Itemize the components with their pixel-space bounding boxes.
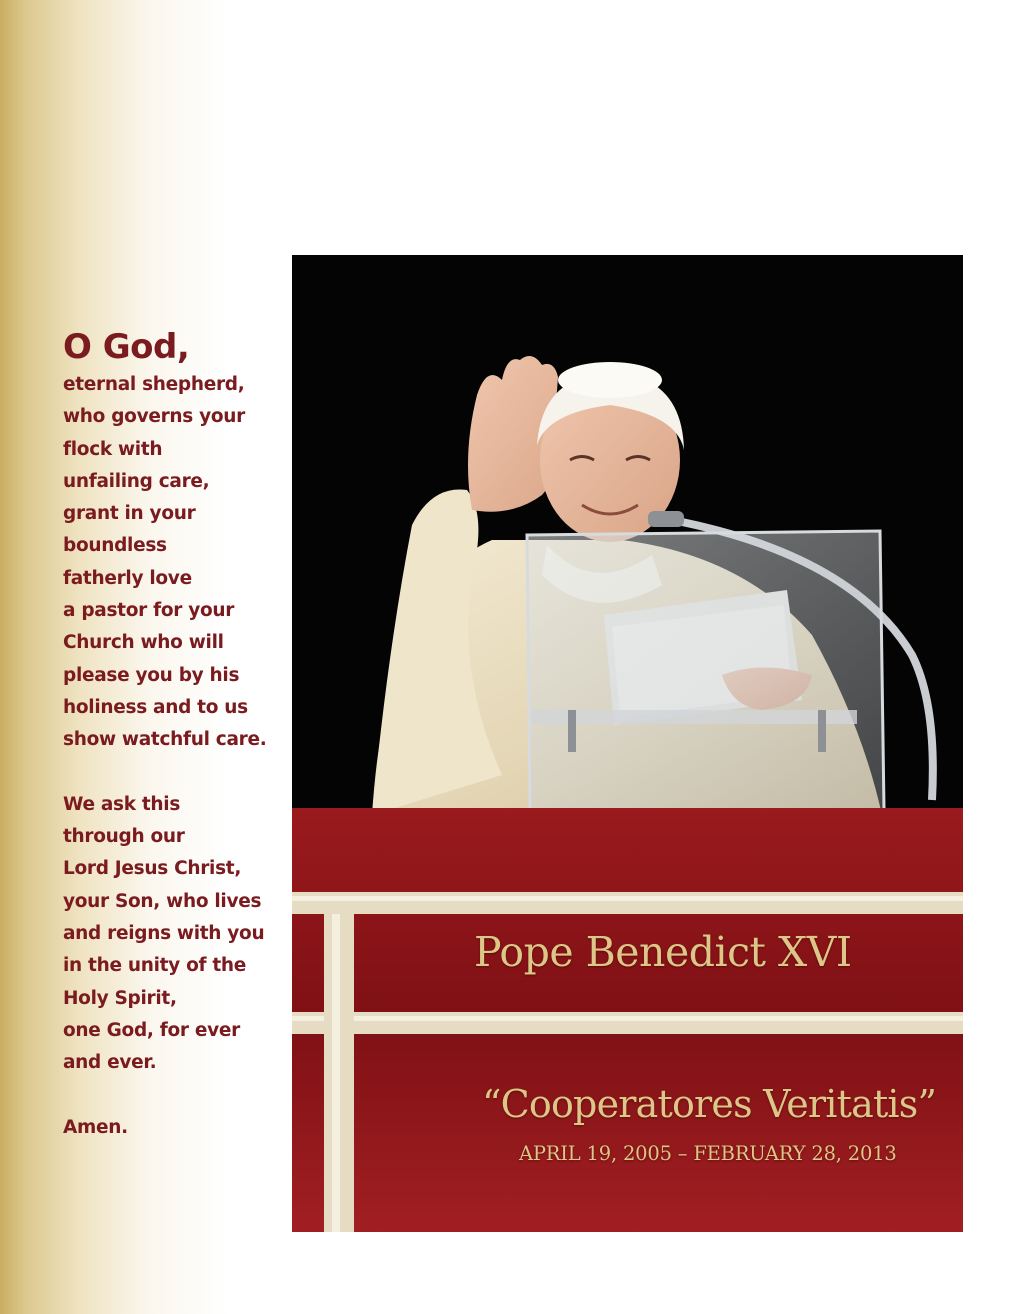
- prayer-title: O God,: [63, 327, 190, 367]
- velvet-drape: [292, 808, 963, 1232]
- prayer-line: Church who will: [63, 632, 224, 654]
- prayer-line: holiness and to us: [63, 696, 248, 718]
- prayer-line: Holy Spirit,: [63, 987, 177, 1009]
- lectern: [527, 511, 933, 810]
- prayer-line: a pastor for your: [63, 600, 235, 622]
- prayer-line: show watchful care.: [63, 729, 267, 751]
- prayer-line: and ever.: [63, 1052, 157, 1074]
- prayer-line: fatherly love: [63, 567, 192, 589]
- prayer-line: one God, for ever: [63, 1019, 240, 1041]
- prayer-line: Lord Jesus Christ,: [63, 858, 242, 880]
- prayer-line: your Son, who lives: [63, 890, 262, 912]
- prayer-line: unfailing care,: [63, 470, 210, 492]
- prayer-line: in the unity of the: [63, 955, 247, 977]
- prayer-line: boundless: [63, 535, 167, 557]
- paragraph-spacer: [63, 757, 285, 789]
- prayer-line: through our: [63, 826, 185, 848]
- prayer-line: who governs your: [63, 406, 245, 428]
- pontificate-dates: APRIL 19, 2005 – FEBRUARY 28, 2013: [519, 1142, 897, 1165]
- prayer-text: [63, 327, 285, 1144]
- prayer-line: flock with: [63, 438, 163, 460]
- pope-name: Pope Benedict XVI: [474, 928, 852, 976]
- paragraph-spacer: [63, 1080, 285, 1112]
- prayer-line: grant in your: [63, 503, 196, 525]
- prayer-line: please you by his: [63, 664, 240, 686]
- prayer-line: and reigns with you: [63, 923, 265, 945]
- papal-motto: “Cooperatores Veritatis”: [482, 1082, 937, 1126]
- prayer-closing: Amen.: [63, 1116, 128, 1138]
- prayer-line: eternal shepherd,: [63, 374, 245, 395]
- prayer-line: We ask this: [63, 793, 181, 815]
